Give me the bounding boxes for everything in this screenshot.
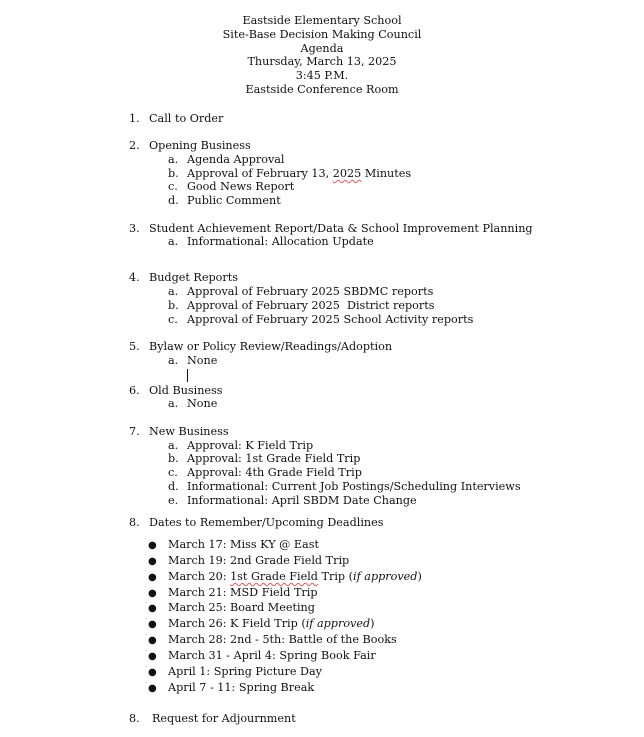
list-item: a. Approval: K Field Trip	[168, 439, 314, 452]
section-title: Bylaw or Policy Review/Readings/Adoption	[149, 340, 393, 353]
list-item: a. Informational: Allocation Update	[168, 235, 374, 248]
section-old-business: 6. Old Business	[129, 384, 223, 397]
date-item: ● March 25: Board Meeting	[148, 601, 315, 614]
bullet-icon: ●	[148, 635, 157, 646]
section-title: New Business	[149, 425, 229, 438]
list-item: a. None	[168, 397, 218, 410]
list-item: b. Approval: 1st Grade Field Trip	[168, 452, 361, 465]
section-title: Opening Business	[149, 139, 251, 152]
list-item: d. Informational: Current Job Postings/Scheduling Interviews	[168, 480, 521, 493]
list-item: a. None	[168, 354, 218, 367]
date-item: ● April 1: Spring Picture Day	[148, 665, 322, 678]
section-call-to-order: 1. Call to Order	[129, 112, 224, 125]
date-item: ● March 31 - April 4: Spring Book Fair	[148, 649, 376, 662]
school-name: Eastside Elementary School	[242, 14, 402, 27]
bullet-icon: ●	[148, 572, 157, 583]
date-item: ● March 28: 2nd - 5th: Battle of the Books	[148, 633, 397, 646]
section-student-achievement: 3. Student Achievement Report/Data & School Improvement Planning	[129, 222, 533, 235]
section-title: Dates to Remember/Upcoming Deadlines	[149, 516, 384, 529]
list-item: b. Approval of February 13, 2025 Minutes	[168, 167, 412, 180]
date-item: ● March 17: Miss KY @ East	[148, 538, 319, 551]
section-bylaw-policy: 5. Bylaw or Policy Review/Readings/Adoption	[129, 340, 393, 353]
bullet-icon: ●	[148, 619, 157, 630]
meeting-location: Eastside Conference Room	[245, 82, 399, 96]
list-item: c. Good News Report	[168, 180, 295, 193]
list-item: a. Approval of February 2025 SBDMC reports	[168, 285, 434, 298]
list-item: c. Approval of February 2025 School Activity reports	[168, 313, 474, 326]
bullet-icon: ●	[148, 588, 157, 599]
bullet-icon: ●	[148, 556, 157, 567]
bullet-icon: ●	[148, 603, 157, 614]
section-title: Request for Adjournment	[152, 712, 296, 725]
section-adjournment: 8. Request for Adjournment	[129, 712, 296, 725]
bullet-icon: ●	[148, 540, 157, 551]
section-new-business: 7. New Business	[129, 425, 229, 438]
bullet-icon: ●	[148, 651, 157, 662]
date-item: ● March 21: MSD Field Trip	[148, 586, 318, 599]
section-opening-business: 2. Opening Business	[129, 139, 251, 152]
bullet-icon: ●	[148, 683, 157, 694]
list-item: e. Informational: April SBDM Date Change	[168, 494, 417, 507]
agenda-header	[0, 14, 644, 97]
spellcheck-flag: 2025	[332, 167, 362, 180]
date-item: ● April 7 - 11: Spring Break	[148, 681, 315, 694]
section-title: Budget Reports	[149, 271, 238, 284]
section-title: Old Business	[149, 384, 223, 397]
date-item: ● March 26: K Field Trip (if approved)	[148, 617, 375, 630]
section-budget-reports: 4. Budget Reports	[129, 271, 238, 284]
document-type: Agenda	[300, 41, 344, 55]
section-title: Call to Order	[149, 112, 224, 125]
list-item: c. Approval: 4th Grade Field Trip	[168, 466, 362, 479]
meeting-date: Thursday, March 13, 2025	[247, 55, 397, 69]
meeting-time: 3:45 P.M.	[295, 69, 349, 83]
council-name: Site-Base Decision Making Council	[222, 27, 422, 41]
bullet-icon: ●	[148, 667, 157, 678]
list-item: a. Agenda Approval	[168, 153, 285, 166]
date-item: ● March 19: 2nd Grade Field Trip	[148, 554, 350, 567]
date-item: ● March 20: 1st Grade Field Trip (if approved)	[148, 570, 422, 583]
spellcheck-flag: 1st Grade Field	[230, 570, 318, 583]
list-item: d. Public Comment	[168, 194, 281, 207]
section-title: Student Achievement Report/Data & School Improvement Planning	[149, 222, 533, 235]
list-item: b. Approval of February 2025 District reports	[168, 299, 435, 312]
section-dates-to-remember: 8. Dates to Remember/Upcoming Deadlines	[129, 516, 384, 529]
text-cursor	[187, 369, 188, 382]
